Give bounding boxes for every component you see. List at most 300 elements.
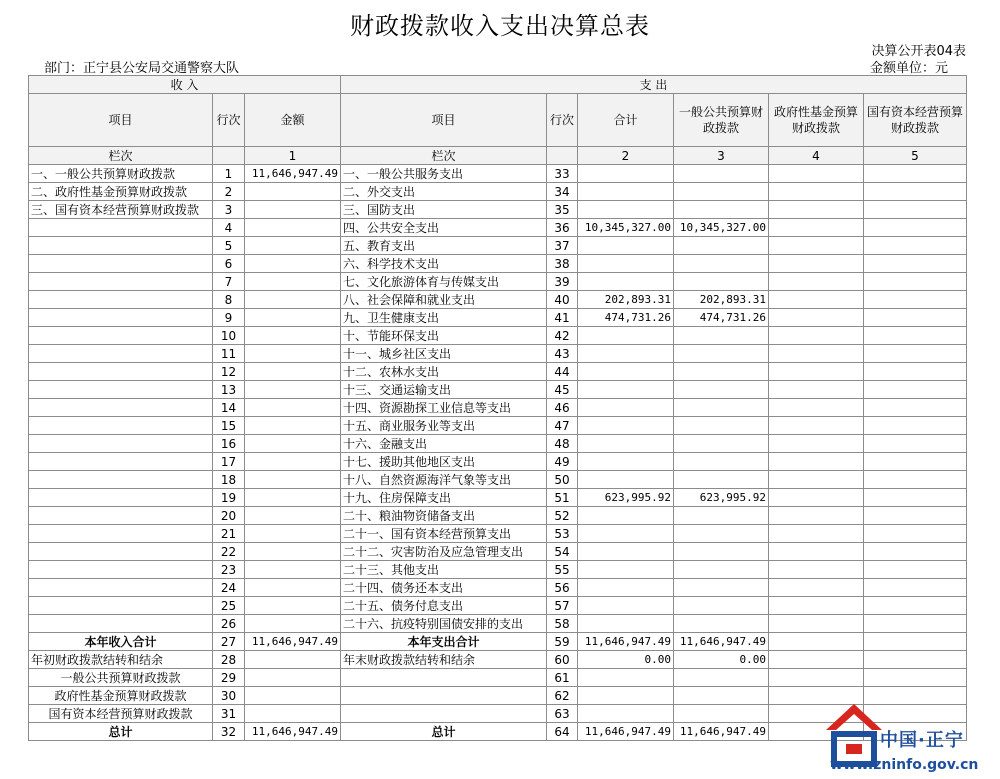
income-amount-cell: [245, 183, 341, 201]
general-budget-cell: [674, 345, 769, 363]
expense-item-cell: 二十五、债务付息支出: [341, 597, 547, 615]
expense-item-header: 项目: [341, 94, 547, 147]
fund-budget-cell: [769, 615, 864, 633]
state-capital-cell: [864, 489, 967, 507]
income-item-cell: [29, 471, 213, 489]
income-row-no-cell: 23: [213, 561, 245, 579]
income-item-cell: [29, 579, 213, 597]
table-row: [29, 597, 967, 615]
table-row: [29, 543, 967, 561]
income-item-cell: [29, 273, 213, 291]
state-capital-cell: [864, 363, 967, 381]
total-cell: [578, 525, 674, 543]
income-item-cell: [29, 381, 213, 399]
general-budget-cell: [674, 183, 769, 201]
income-amount-cell: [245, 471, 341, 489]
general-budget-cell: 474,731.26: [674, 309, 769, 327]
general-budget-cell: [674, 435, 769, 453]
income-row-no-cell: 26: [213, 615, 245, 633]
expense-row-no-cell: 36: [547, 219, 578, 237]
income-amount-cell: [245, 525, 341, 543]
income-item-cell: [29, 435, 213, 453]
total-cell: [578, 381, 674, 399]
income-amount-cell: [245, 579, 341, 597]
fund-budget-cell: [769, 561, 864, 579]
table-row: [29, 183, 967, 201]
income-row-no-cell: 17: [213, 453, 245, 471]
budget-summary-table: [28, 75, 967, 741]
expense-row-no-cell: 42: [547, 327, 578, 345]
total-cell: [578, 363, 674, 381]
watermark-text: 中国·正宁: [880, 730, 964, 751]
income-row-no-cell: 15: [213, 417, 245, 435]
expense-item-cell: 十八、自然资源海洋气象等支出: [341, 471, 547, 489]
income-amount-cell: [245, 363, 341, 381]
department-label: 部门：正宁县公安局交通警察大队: [44, 61, 240, 76]
income-item-cell: 总计: [29, 723, 213, 741]
general-budget-cell: [674, 273, 769, 291]
income-item-cell: [29, 399, 213, 417]
expense-item-cell: 二十四、债务还本支出: [341, 579, 547, 597]
income-row-no-cell: 12: [213, 363, 245, 381]
general-budget-cell: [674, 543, 769, 561]
income-group-header: 收 入: [29, 76, 341, 94]
general-budget-cell: [674, 507, 769, 525]
fund-budget-cell: [769, 327, 864, 345]
income-item-cell: 一、一般公共预算财政拨款: [29, 165, 213, 183]
income-row-no-cell: 18: [213, 471, 245, 489]
income-item-cell: 三、国有资本经营预算财政拨款: [29, 201, 213, 219]
expense-row-no-cell: 63: [547, 705, 578, 723]
expense-item-cell: 十一、城乡社区支出: [341, 345, 547, 363]
income-amount-cell: [245, 309, 341, 327]
income-row-no-cell: 20: [213, 507, 245, 525]
expense-row-no-cell: 60: [547, 651, 578, 669]
table-row: [29, 651, 967, 669]
income-row-no-cell: 1: [213, 165, 245, 183]
state-capital-cell: [864, 255, 967, 273]
expense-item-cell: 本年支出合计: [341, 633, 547, 651]
income-row-no-cell: 24: [213, 579, 245, 597]
income-row-no-cell: 16: [213, 435, 245, 453]
total-cell: [578, 507, 674, 525]
fund-budget-cell: [769, 597, 864, 615]
general-budget-cell: [674, 615, 769, 633]
income-amount-cell: [245, 201, 341, 219]
state-capital-cell: [864, 399, 967, 417]
general-budget-cell: 202,893.31: [674, 291, 769, 309]
expense-item-cell: 年末财政拨款结转和结余: [341, 651, 547, 669]
state-capital-cell: [864, 471, 967, 489]
expense-row-no-cell: 37: [547, 237, 578, 255]
fund-budget-cell: [769, 237, 864, 255]
expense-row-no-cell: 61: [547, 669, 578, 687]
total-cell: [578, 471, 674, 489]
state-capital-cell: [864, 201, 967, 219]
income-amount-cell: [245, 291, 341, 309]
state-capital-cell: [864, 579, 967, 597]
income-row-no-cell: 3: [213, 201, 245, 219]
expense-row-no-cell: 57: [547, 597, 578, 615]
table-row: [29, 525, 967, 543]
income-item-cell: [29, 237, 213, 255]
total-cell: [578, 579, 674, 597]
income-row-no-cell: 6: [213, 255, 245, 273]
general-budget-cell: [674, 399, 769, 417]
expense-item-cell: 总计: [341, 723, 547, 741]
state-capital-cell: [864, 633, 967, 651]
expense-row-no-cell: 41: [547, 309, 578, 327]
income-row-no-cell: 11: [213, 345, 245, 363]
state-capital-cell: [864, 291, 967, 309]
table-row: [29, 255, 967, 273]
table-row: [29, 669, 967, 687]
income-item-cell: [29, 309, 213, 327]
income-amount-cell: [245, 219, 341, 237]
table-row: [29, 273, 967, 291]
general-budget-header: 一般公共预算财政拨款: [674, 94, 769, 147]
income-item-cell: [29, 543, 213, 561]
total-cell: [578, 543, 674, 561]
state-capital-cell: [864, 417, 967, 435]
total-cell: [578, 237, 674, 255]
fund-budget-header: 政府性基金预算财政拨款: [769, 94, 864, 147]
income-amount-cell: [245, 669, 341, 687]
expense-item-cell: 八、社会保障和就业支出: [341, 291, 547, 309]
expense-item-cell: 十四、资源勘探工业信息等支出: [341, 399, 547, 417]
income-amount-cell: [245, 705, 341, 723]
income-amount-cell: 11,646,947.49: [245, 633, 341, 651]
table-row: [29, 435, 967, 453]
income-item-cell: [29, 597, 213, 615]
expense-item-cell: [341, 687, 547, 705]
table-row: [29, 165, 967, 183]
income-amount-cell: 11,646,947.49: [245, 165, 341, 183]
state-capital-cell: [864, 561, 967, 579]
income-item-cell: [29, 525, 213, 543]
expense-item-cell: 五、教育支出: [341, 237, 547, 255]
total-cell: [578, 201, 674, 219]
total-cell: 11,646,947.49: [578, 723, 674, 741]
expense-row-no-cell: 56: [547, 579, 578, 597]
total-cell: [578, 687, 674, 705]
general-budget-cell: 623,995.92: [674, 489, 769, 507]
expense-row-no-cell: 49: [547, 453, 578, 471]
lanci-blank-2: [547, 147, 578, 165]
general-budget-cell: [674, 201, 769, 219]
income-amount-cell: [245, 399, 341, 417]
expense-item-cell: 二十、粮油物资储备支出: [341, 507, 547, 525]
total-cell: [578, 561, 674, 579]
expense-row-no-cell: 59: [547, 633, 578, 651]
general-budget-cell: [674, 525, 769, 543]
total-cell: [578, 273, 674, 291]
expense-item-cell: 二十一、国有资本经营预算支出: [341, 525, 547, 543]
income-row-no-cell: 28: [213, 651, 245, 669]
fund-budget-cell: [769, 291, 864, 309]
total-cell: 623,995.92: [578, 489, 674, 507]
expense-row-no-cell: 39: [547, 273, 578, 291]
state-capital-cell: [864, 273, 967, 291]
state-capital-cell: [864, 183, 967, 201]
income-row-no-header: 行次: [213, 94, 245, 147]
state-capital-cell: [864, 507, 967, 525]
state-capital-cell: [864, 327, 967, 345]
income-item-cell: [29, 327, 213, 345]
income-amount-cell: [245, 615, 341, 633]
expense-item-cell: 十三、交通运输支出: [341, 381, 547, 399]
fund-budget-cell: [769, 255, 864, 273]
total-cell: 11,646,947.49: [578, 633, 674, 651]
page-title: 财政拨款收入支出决算总表: [350, 12, 650, 40]
state-capital-cell: [864, 219, 967, 237]
total-cell: 10,345,327.00: [578, 219, 674, 237]
fund-budget-cell: [769, 543, 864, 561]
fund-budget-cell: [769, 219, 864, 237]
state-capital-cell: [864, 453, 967, 471]
fund-budget-cell: [769, 345, 864, 363]
expense-row-no-cell: 50: [547, 471, 578, 489]
general-budget-cell: [674, 687, 769, 705]
expense-item-cell: [341, 669, 547, 687]
total-cell: [578, 255, 674, 273]
fund-budget-cell: [769, 183, 864, 201]
income-amount-cell: [245, 489, 341, 507]
expense-row-no-cell: 48: [547, 435, 578, 453]
expense-item-cell: 十五、商业服务业等支出: [341, 417, 547, 435]
state-capital-cell: [864, 597, 967, 615]
income-row-no-cell: 29: [213, 669, 245, 687]
expense-item-cell: 七、文化旅游体育与传媒支出: [341, 273, 547, 291]
lanci-label: 栏次: [29, 147, 213, 165]
total-cell: [578, 669, 674, 687]
total-cell: [578, 327, 674, 345]
fund-budget-cell: [769, 273, 864, 291]
total-header: 合计: [578, 94, 674, 147]
general-budget-cell: [674, 669, 769, 687]
lanci-label-2: 栏次: [341, 147, 547, 165]
income-row-no-cell: 30: [213, 687, 245, 705]
state-capital-cell: [864, 165, 967, 183]
general-budget-cell: [674, 327, 769, 345]
income-item-cell: 年初财政拨款结转和结余: [29, 651, 213, 669]
general-budget-cell: [674, 255, 769, 273]
income-amount-cell: [245, 237, 341, 255]
income-item-cell: [29, 291, 213, 309]
general-budget-cell: 11,646,947.49: [674, 633, 769, 651]
expense-row-no-cell: 43: [547, 345, 578, 363]
lanci-blank: [213, 147, 245, 165]
table-row: [29, 633, 967, 651]
fund-budget-cell: [769, 651, 864, 669]
table-row: [29, 219, 967, 237]
total-cell: [578, 165, 674, 183]
general-budget-cell: [674, 453, 769, 471]
expense-item-cell: 二十三、其他支出: [341, 561, 547, 579]
expense-item-cell: 二十二、灾害防治及应急管理支出: [341, 543, 547, 561]
total-cell: [578, 453, 674, 471]
fund-budget-cell: [769, 453, 864, 471]
fund-budget-cell: [769, 381, 864, 399]
expense-row-no-cell: 34: [547, 183, 578, 201]
table-row: [29, 579, 967, 597]
watermark-url: www.zninfo.gov.cn: [830, 757, 979, 773]
income-row-no-cell: 2: [213, 183, 245, 201]
total-cell: [578, 705, 674, 723]
income-item-header: 项目: [29, 94, 213, 147]
general-budget-cell: [674, 237, 769, 255]
expense-row-no-header: 行次: [547, 94, 578, 147]
income-row-no-cell: 13: [213, 381, 245, 399]
expense-row-no-cell: 44: [547, 363, 578, 381]
expense-row-no-cell: 52: [547, 507, 578, 525]
general-budget-cell: [674, 597, 769, 615]
income-row-no-cell: 32: [213, 723, 245, 741]
income-amount-cell: 11,646,947.49: [245, 723, 341, 741]
state-capital-cell: [864, 237, 967, 255]
income-amount-cell: [245, 327, 341, 345]
income-row-no-cell: 4: [213, 219, 245, 237]
income-row-no-cell: 21: [213, 525, 245, 543]
income-amount-cell: [245, 687, 341, 705]
expense-group-header: 支 出: [341, 76, 967, 94]
income-amount-header: 金额: [245, 94, 341, 147]
income-row-no-cell: 31: [213, 705, 245, 723]
income-row-no-cell: 25: [213, 597, 245, 615]
income-row-no-cell: 7: [213, 273, 245, 291]
income-item-cell: [29, 507, 213, 525]
income-item-cell: [29, 219, 213, 237]
income-item-cell: 二、政府性基金预算财政拨款: [29, 183, 213, 201]
expense-item-cell: 六、科学技术支出: [341, 255, 547, 273]
table-row: [29, 489, 967, 507]
fund-budget-cell: [769, 165, 864, 183]
general-budget-cell: [674, 705, 769, 723]
total-cell: [578, 615, 674, 633]
expense-item-cell: 十二、农林水支出: [341, 363, 547, 381]
expense-row-no-cell: 54: [547, 543, 578, 561]
amount-unit-label: 金额单位：元: [869, 61, 948, 76]
fund-budget-cell: [769, 507, 864, 525]
expense-row-no-cell: 64: [547, 723, 578, 741]
income-amount-cell: [245, 543, 341, 561]
general-budget-cell: [674, 579, 769, 597]
fund-budget-cell: [769, 669, 864, 687]
state-capital-header: 国有资本经营预算财政拨款: [864, 94, 967, 147]
table-row: [29, 507, 967, 525]
table-row: [29, 201, 967, 219]
table-row: [29, 291, 967, 309]
income-amount-cell: [245, 597, 341, 615]
income-amount-cell: [245, 273, 341, 291]
expense-item-cell: 一、一般公共服务支出: [341, 165, 547, 183]
income-item-cell: [29, 615, 213, 633]
table-row: [29, 381, 967, 399]
expense-row-no-cell: 53: [547, 525, 578, 543]
expense-item-cell: 十六、金融支出: [341, 435, 547, 453]
table-row: [29, 309, 967, 327]
income-item-cell: [29, 255, 213, 273]
table-row: [29, 345, 967, 363]
income-item-cell: 一般公共预算财政拨款: [29, 669, 213, 687]
income-amount-cell: [245, 453, 341, 471]
general-budget-cell: [674, 471, 769, 489]
expense-row-no-cell: 62: [547, 687, 578, 705]
income-item-cell: [29, 345, 213, 363]
income-amount-cell: [245, 255, 341, 273]
income-item-cell: [29, 453, 213, 471]
income-amount-cell: [245, 561, 341, 579]
total-cell: [578, 597, 674, 615]
state-capital-cell: [864, 435, 967, 453]
general-budget-cell: 0.00: [674, 651, 769, 669]
col-number-1: 1: [245, 147, 341, 165]
general-budget-cell: [674, 417, 769, 435]
table-row: [29, 237, 967, 255]
expense-row-no-cell: 33: [547, 165, 578, 183]
state-capital-cell: [864, 345, 967, 363]
income-row-no-cell: 5: [213, 237, 245, 255]
table-row: [29, 561, 967, 579]
income-row-no-cell: 14: [213, 399, 245, 417]
total-cell: [578, 417, 674, 435]
expense-item-cell: 十七、援助其他地区支出: [341, 453, 547, 471]
fund-budget-cell: [769, 471, 864, 489]
general-budget-cell: [674, 381, 769, 399]
expense-item-cell: 二十六、抗疫特别国债安排的支出: [341, 615, 547, 633]
state-capital-cell: [864, 309, 967, 327]
total-cell: [578, 183, 674, 201]
income-item-cell: [29, 363, 213, 381]
total-cell: 0.00: [578, 651, 674, 669]
fund-budget-cell: [769, 633, 864, 651]
income-item-cell: [29, 561, 213, 579]
state-capital-cell: [864, 381, 967, 399]
fund-budget-cell: [769, 489, 864, 507]
table-row: [29, 399, 967, 417]
col-number-3: 3: [674, 147, 769, 165]
fund-budget-cell: [769, 435, 864, 453]
income-item-cell: 国有资本经营预算财政拨款: [29, 705, 213, 723]
expense-row-no-cell: 35: [547, 201, 578, 219]
fund-budget-cell: [769, 579, 864, 597]
income-amount-cell: [245, 507, 341, 525]
expense-row-no-cell: 51: [547, 489, 578, 507]
fund-budget-cell: [769, 417, 864, 435]
income-row-no-cell: 9: [213, 309, 245, 327]
expense-row-no-cell: 55: [547, 561, 578, 579]
income-item-cell: [29, 417, 213, 435]
fund-budget-cell: [769, 399, 864, 417]
income-row-no-cell: 22: [213, 543, 245, 561]
total-cell: 474,731.26: [578, 309, 674, 327]
col-number-5: 5: [864, 147, 967, 165]
expense-item-cell: 九、卫生健康支出: [341, 309, 547, 327]
general-budget-cell: [674, 561, 769, 579]
state-capital-cell: [864, 669, 967, 687]
general-budget-cell: [674, 363, 769, 381]
income-row-no-cell: 19: [213, 489, 245, 507]
expense-item-cell: [341, 705, 547, 723]
total-cell: 202,893.31: [578, 291, 674, 309]
income-amount-cell: [245, 345, 341, 363]
expense-item-cell: 三、国防支出: [341, 201, 547, 219]
income-row-no-cell: 10: [213, 327, 245, 345]
col-number-2: 2: [578, 147, 674, 165]
expense-item-cell: 十九、住房保障支出: [341, 489, 547, 507]
income-amount-cell: [245, 435, 341, 453]
table-row: [29, 453, 967, 471]
